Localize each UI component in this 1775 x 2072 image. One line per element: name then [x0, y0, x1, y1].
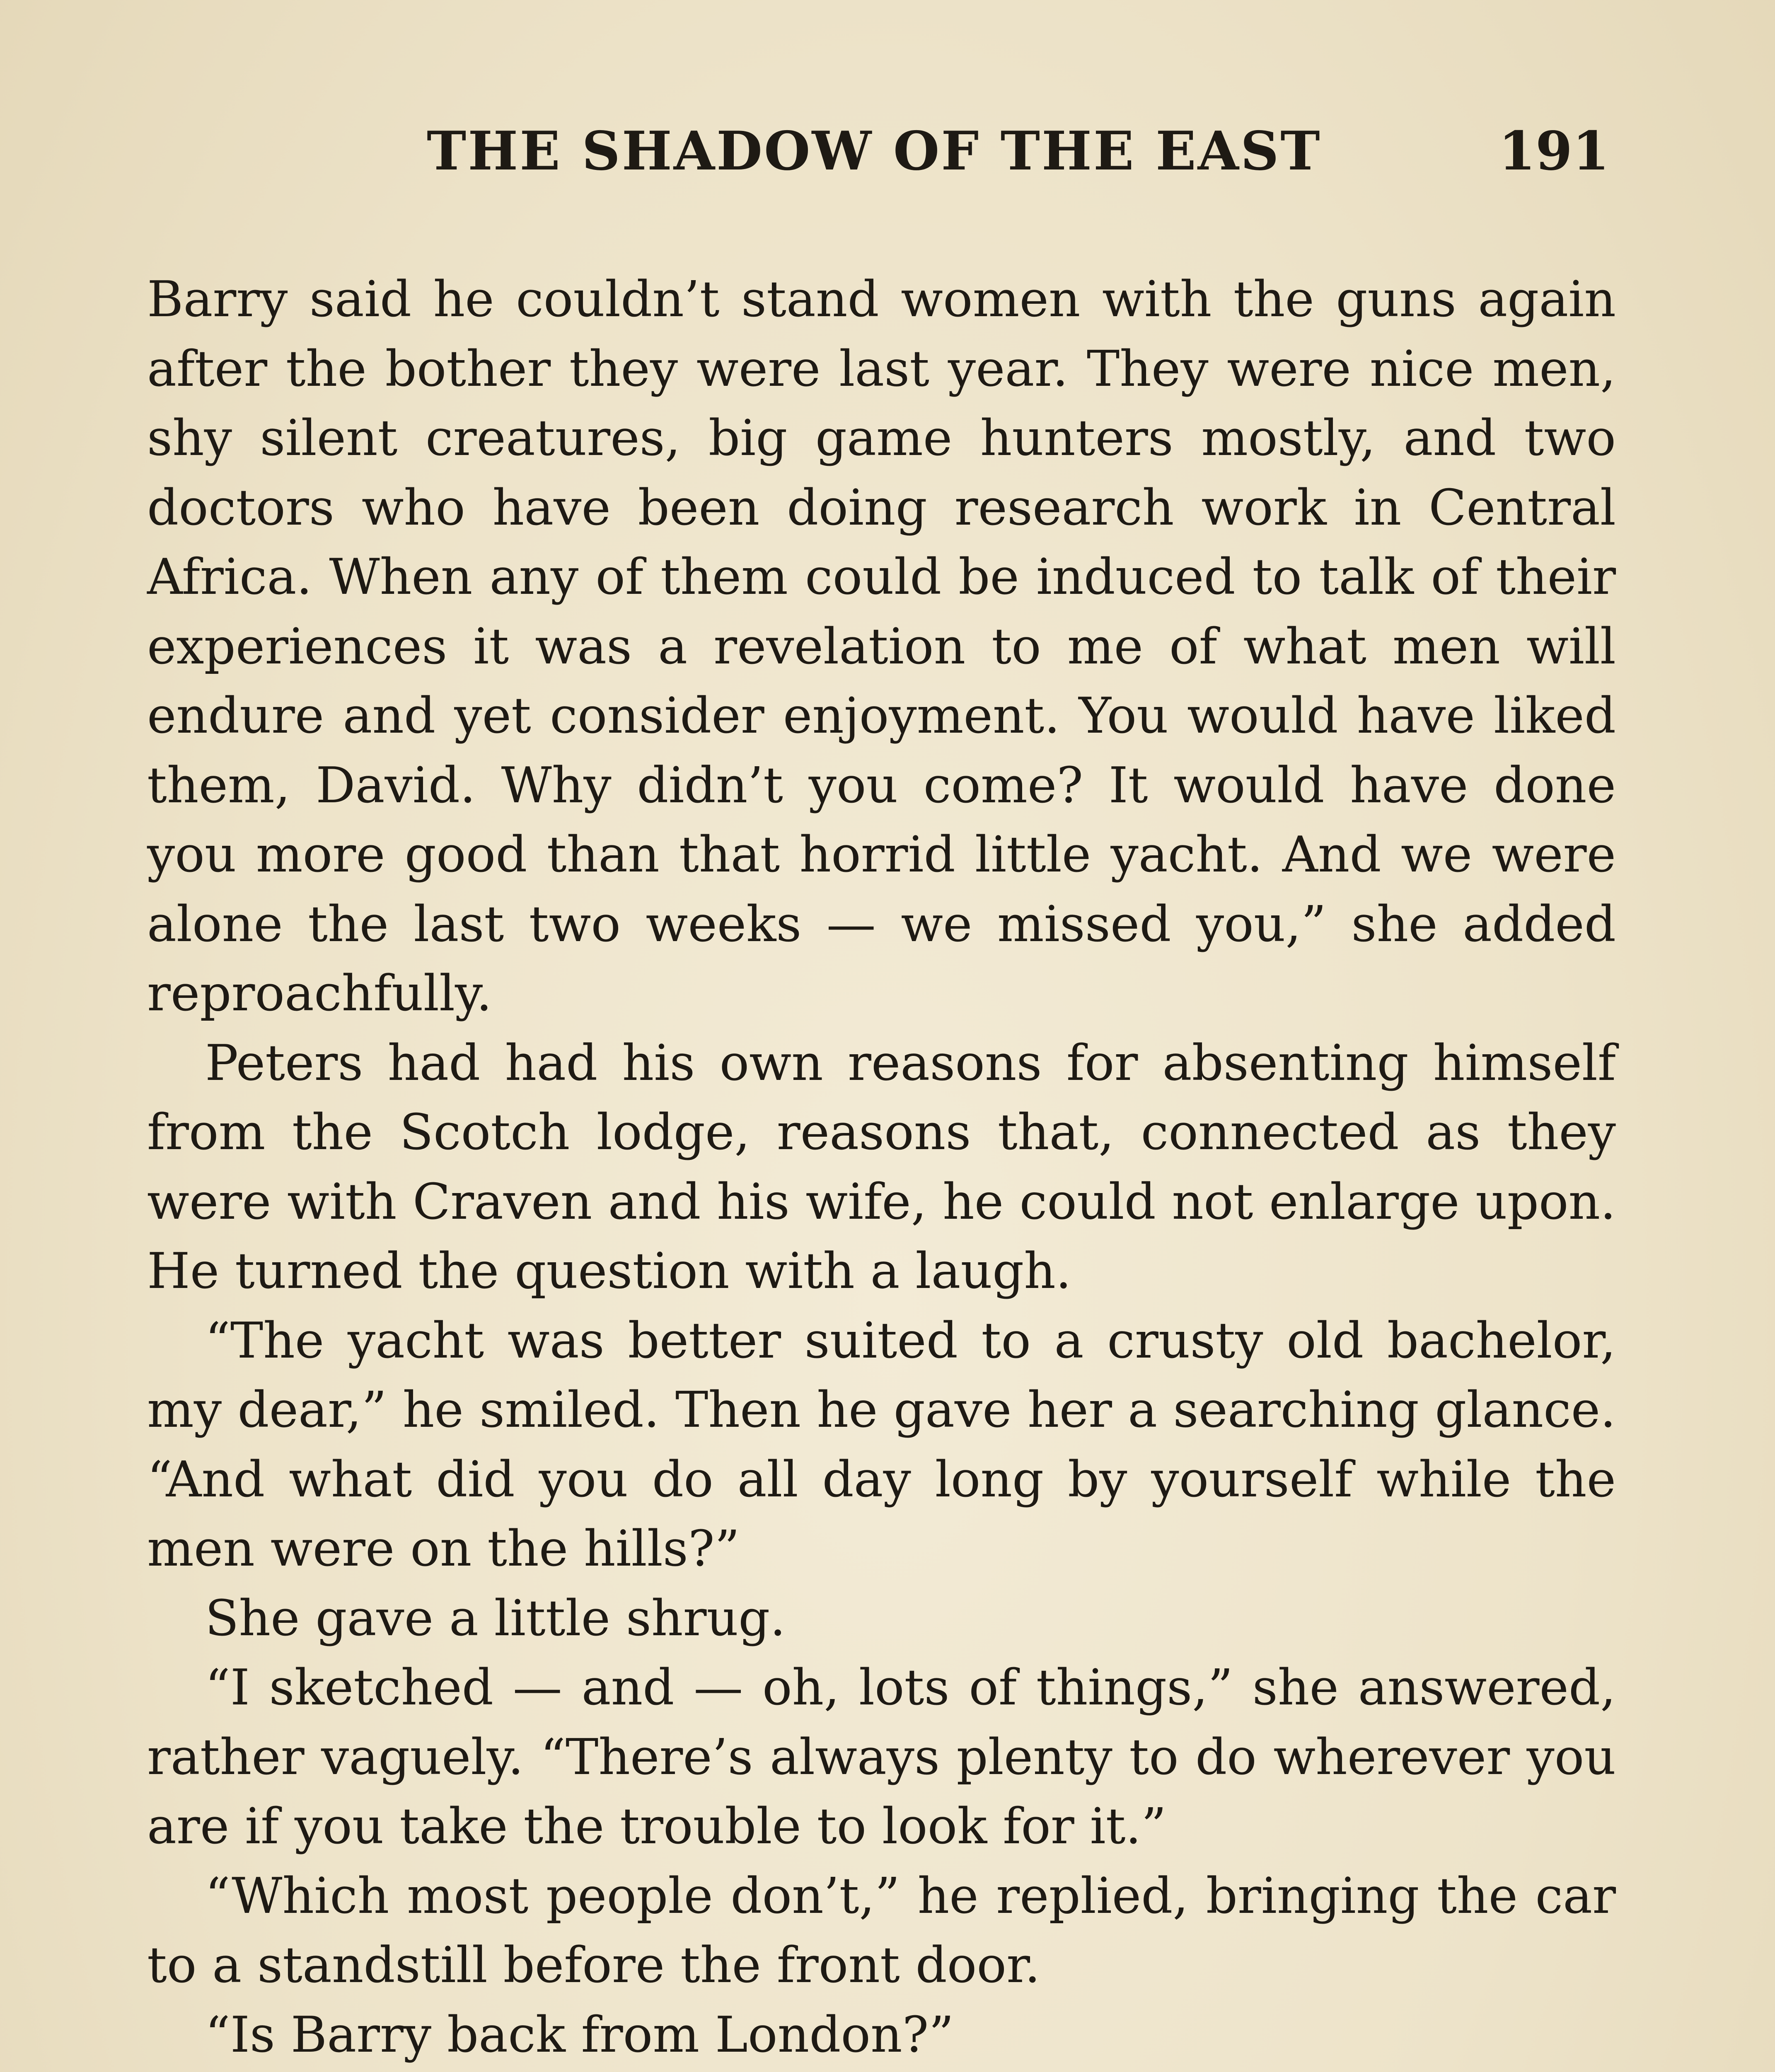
paragraph: “The yacht was better suited to a crusty old bachelor, my dear,” he smiled. Then he gave her a searching glance. “And what did you do all day long by yourself while the men were on the hills?”	[147, 1312, 1616, 1578]
page-number: 191	[1498, 120, 1609, 182]
paragraph: “Which most people don’t,” he replied, bringing the car to a standstill before the front door.	[147, 1867, 1616, 1994]
paragraph: Peters had had his own reasons for absenting himself from the Scotch lodge, reasons that, connected as they were with Craven and his wife, he could not enlarge upon. He turned the question with a laugh.	[147, 1034, 1616, 1300]
running-title: THE SHADOW OF THE EAST	[427, 120, 1322, 182]
paragraph: “I sketched — and — oh, lots of things,” she answered, rather vaguely. “There’s always plenty to do wherever you are if you take the trouble to look for it.”	[147, 1659, 1616, 1855]
paragraph: She gave a little shrug.	[205, 1590, 786, 1647]
paragraph: Barry said he couldn’t stand women with the guns again after the bother they were last year. They were nice men, shy silent creatures, big game hunters mostly, and two doctors who have been doing research work in Central Africa. When any of them could be induced to talk of their experiences it was a revelation to me of what men will endure and yet consider enjoyment. You would have liked them, David. Why didn’t you come? It would have done you more good than that horrid little yacht. And we were alone the last two weeks — we missed you,” she added reproachfully.	[147, 271, 1616, 1022]
body-text	[147, 265, 1616, 2072]
paragraph: “Is Barry back from London?”	[205, 2006, 954, 2064]
paragraph	[147, 2070, 1616, 2072]
page-header	[427, 120, 1609, 186]
